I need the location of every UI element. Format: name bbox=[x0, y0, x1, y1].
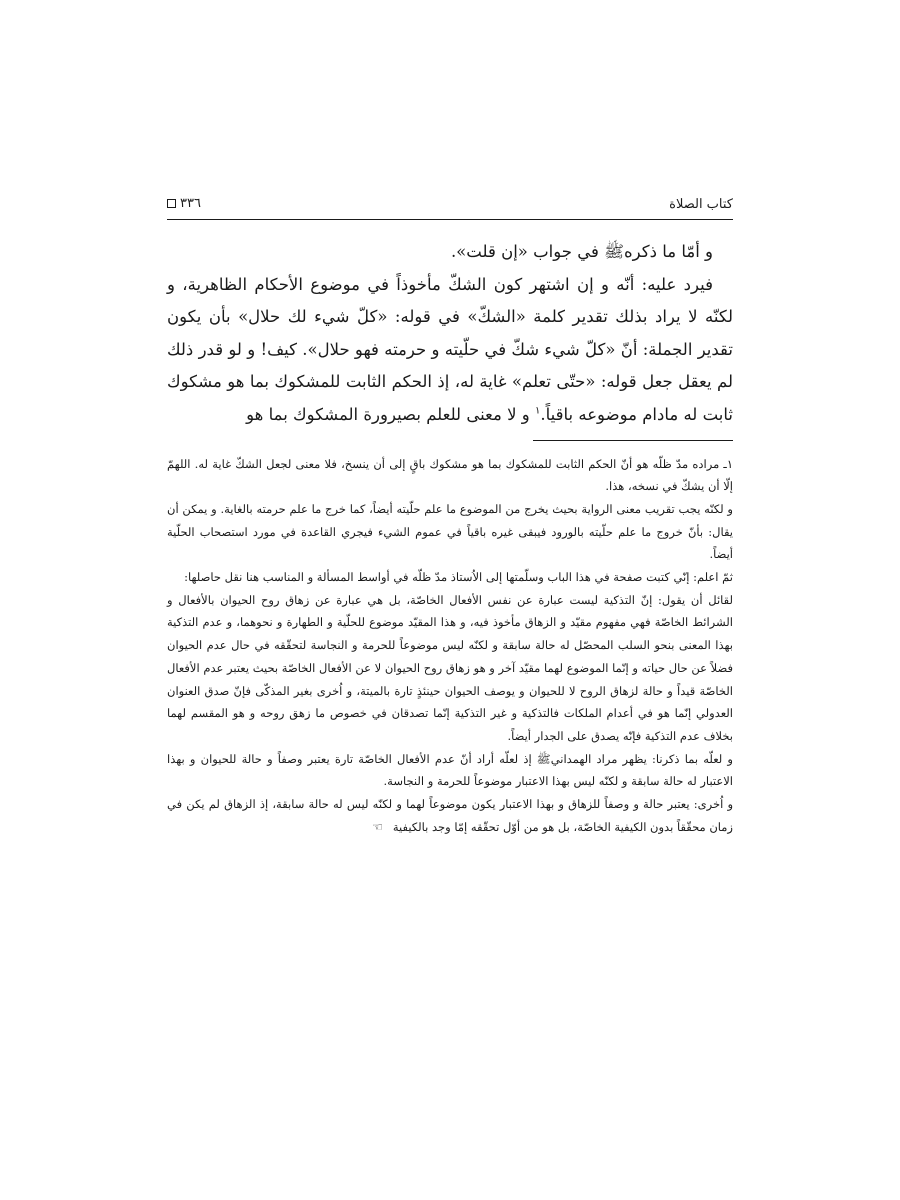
main-text bbox=[167, 236, 733, 432]
footnote-item: ١ـ مراده مدّ ظلّه هو أنّ الحكم الثابت للمشكوك بما هو مشكوك باقٍ إلى أن ينسخ، فلا معنى لجعل الشكّ غاية له. اللهمّ إلّا أن يشكّ في نسخه، هذا. bbox=[167, 456, 733, 494]
footnote-last-text: و اُخرى: يعتبر حالة و وصفاً للزهاق و بهذا الاعتبار يكون موضوعاً لهما و لكنّه ليس له حالة سابقة، إذ الزهاق لم يكن في زمان محقّقاً بدون الكيفية الخاصّة، بل هو من أوّل تحقّقه إمّا وجد بالكيفية bbox=[167, 797, 733, 834]
page-number-block bbox=[167, 196, 201, 211]
main-paragraph-tail: و لا معنى للعلم بصيرورة المشكوك بما هو bbox=[246, 404, 535, 424]
footnotes bbox=[167, 453, 733, 839]
page-header bbox=[167, 195, 733, 220]
book-title: كتاب الصلاة bbox=[669, 197, 733, 212]
footnote-item: لقائل أن يقول: إنّ التذكية ليست عبارة عن نفس الأفعال الخاصّة، بل هي عبارة عن زهاق روح الحيوان بالأفعال و الشرائط الخاصّة فهي مفهوم مقيّد و الزهاق مأخوذ فيه، و هذا المقيّد موضوع للحلّية و الطهارة و نحوهما، و عدم التذكية بهذا المعنى بنحو السلب المحصّل له حالة سابقة و لكنّه ليس موضوعاً للحرمة و النجاسة لتحقّقه في حال عدم الحيوان فضلاً عن حال حياته و إنّما الموضوع لهما مقيّد آخر و هو زهاق روح الحيوان لا عن الأفعال الخاصّة بحيث يعتبر عدم الأفعال الخاصّة قيداً و حالة لزهاق الروح لا للحيوان و يوصف الحيوان حينئذٍ تارة بالميتة، و اُخرى بغير المذكّى فإنّ صدق العنوان العدولي إنّما هو في أعدام الملكات فالتذكية و غير التذكية إنّما تصدقان في خصوص ما زهق روحه و هو المقسم لهما بخلاف عدم التذكية فإنّه يصدق على الجدار أيضاً. bbox=[167, 592, 733, 743]
footnote-item bbox=[167, 793, 733, 838]
footnote-reference[interactable]: ١ bbox=[534, 405, 541, 417]
footnote-item: و لكنّه يجب تقريب معنى الرواية بحيث يخرج من الموضوع ما علم حلّيته أيضاً، كما خرج ما علم حرمته بالغاية. و يمكن أن يقال: بأنّ خروج ما علم حلّيته بالورود فيبقى غيره باقياً في عموم الشيء فيجري القاعدة في مورد استصحاب الحلّية أيضاً. bbox=[167, 501, 733, 562]
main-paragraph bbox=[167, 269, 733, 432]
page-number: ٣٣٦ bbox=[180, 196, 201, 211]
main-paragraph: و أمّا ما ذكره‌ﷺ في جواب «إن قلت». bbox=[450, 242, 713, 261]
document-page bbox=[167, 195, 733, 839]
footnote-item: و لعلّه بما ذكرنا: يظهر مراد الهمداني‌ﷺ إذ لعلّه أراد أنّ عدم الأفعال الخاصّة تارة يعتبر وصفاً و حالة للحيوان و بهذا الاعتبار له حالة سابقة و لكنّه ليس بهذا الاعتبار موضوعاً للحرمة و النجاسة. bbox=[167, 751, 733, 789]
footnote-item: ثمّ اعلم: إنّي كتبت صفحة في هذا الباب وسلّمتها إلى الاُستاذ مدّ ظلّه في أواسط المسألة و المناسب هنا نقل حاصلها: bbox=[184, 570, 733, 585]
square-bullet-icon bbox=[167, 199, 176, 208]
pointing-hand-icon: ☜ bbox=[372, 819, 383, 834]
footnote-separator bbox=[533, 440, 733, 441]
main-paragraph-body: فيرد عليه: أنّه و إن اشتهر كون الشكّ مأخوذاً في موضوع الأحكام الظاهرية، و لكنّه لا يراد بذلك تقدير كلمة «الشكّ» في قوله: «كلّ شيء لك حلال» بأن يكون تقدير الجملة: أنّ «كلّ شيء شكّ في حلّيته و حرمته فهو حلال». كيف! و لو قدر ذلك لم يعقل جعل قوله: «حتّى تعلم» غاية له، إذ الحكم الثابت للمشكوك بما هو مشكوك ثابت له مادام موضوعه باقياً. bbox=[167, 274, 733, 424]
